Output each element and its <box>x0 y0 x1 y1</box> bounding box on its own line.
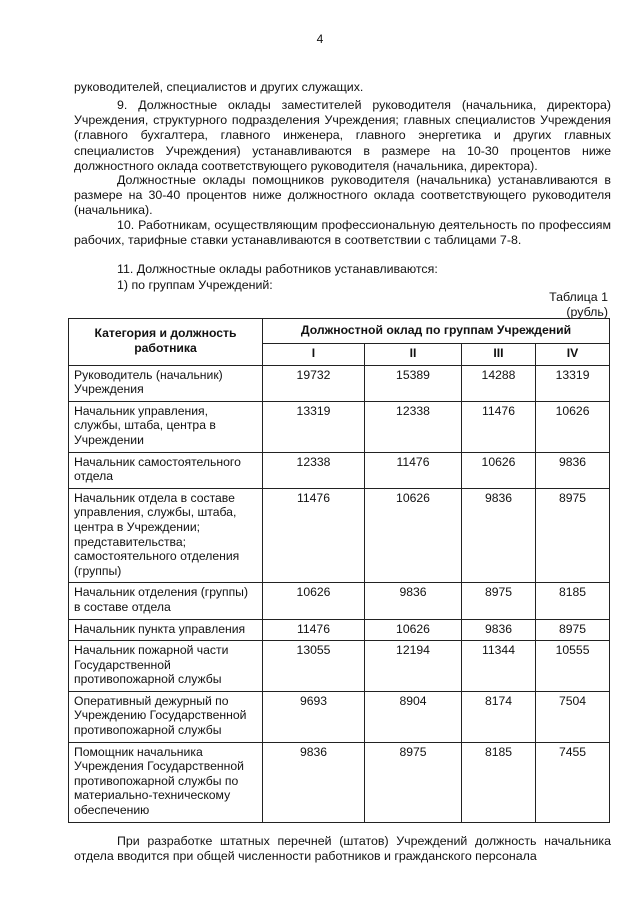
row-value: 15389 <box>365 365 462 401</box>
row-value: 11476 <box>462 401 536 452</box>
row-value: 13319 <box>536 365 610 401</box>
header-group-1: I <box>263 344 365 366</box>
row-value: 11476 <box>263 488 365 583</box>
table-row <box>69 641 610 692</box>
row-category: Начальник отделения (группы) в составе отдела <box>69 583 263 619</box>
row-value: 9836 <box>365 583 462 619</box>
row-category: Начальник пункта управления <box>69 619 263 641</box>
row-value: 14288 <box>462 365 536 401</box>
row-value: 8975 <box>536 488 610 583</box>
table-row <box>69 452 610 488</box>
row-value: 10626 <box>263 583 365 619</box>
row-value: 9836 <box>536 452 610 488</box>
row-value: 12194 <box>365 641 462 692</box>
row-value: 8975 <box>536 619 610 641</box>
table-row <box>69 619 610 641</box>
row-category: Начальник самостоятельного отдела <box>69 452 263 488</box>
paragraph-item-9: 9. Должностные оклады заместителей руководителя (начальника, директора) Учреждения, структурного подразделения Учреждения; главных специалистов Учреждения (главного бухгалтера, главного инженера, главного энергетика и других главных специалистов Учреждения) устанавливаются в размере на 10-30 процентов ниже должностного оклада соответствующего руководителя (начальника, директора). <box>74 98 611 173</box>
row-value: 12338 <box>263 452 365 488</box>
row-category: Руководитель (начальник) Учреждения <box>69 365 263 401</box>
table-unit: (рубль) <box>566 305 608 319</box>
row-value: 10626 <box>536 401 610 452</box>
paragraph-bottom: При разработке штатных перечней (штатов) Учреждений должность начальника отдела вводится при общей численности работников и гражданского персонала <box>74 834 611 864</box>
row-value: 13319 <box>263 401 365 452</box>
row-value: 8904 <box>365 691 462 742</box>
row-value: 8185 <box>536 583 610 619</box>
row-value: 9836 <box>462 619 536 641</box>
row-category: Начальник управления, службы, штаба, центра в Учреждении <box>69 401 263 452</box>
row-value: 13055 <box>263 641 365 692</box>
row-value: 8174 <box>462 691 536 742</box>
row-value: 7504 <box>536 691 610 742</box>
page-number: 4 <box>316 32 324 46</box>
paragraph-assistants: Должностные оклады помощников руководителя (начальника) устанавливаются в размере на 30-40 процентов ниже должностного оклада соответствующего руководителя (начальника). <box>74 173 611 218</box>
table-row <box>69 691 610 742</box>
row-value: 11476 <box>365 452 462 488</box>
row-category: Начальник отдела в составе управления, службы, штаба, центра в Учреждении; представительства; самостоятельного отделения (группы) <box>69 488 263 583</box>
paragraph-subitem-1: 1) по группам Учреждений: <box>117 278 273 292</box>
table-header-row <box>69 319 610 344</box>
row-category: Оперативный дежурный по Учреждению Государственной противопожарной службы <box>69 691 263 742</box>
row-value: 11476 <box>263 619 365 641</box>
table-row <box>69 742 610 822</box>
table-row <box>69 401 610 452</box>
header-category: Категория и должность работника <box>69 319 263 366</box>
row-value: 12338 <box>365 401 462 452</box>
paragraph-continuation: руководителей, специалистов и других служащих. <box>74 80 364 94</box>
row-value: 9836 <box>462 488 536 583</box>
row-category: Помощник начальника Учреждения Государственной противопожарной службы по материально-техническому обеспечению <box>69 742 263 822</box>
row-value: 10626 <box>462 452 536 488</box>
row-value: 8975 <box>462 583 536 619</box>
row-value: 11344 <box>462 641 536 692</box>
header-group-2: II <box>365 344 462 366</box>
paragraph-item-10: 10. Работникам, осуществляющим профессиональную деятельность по профессиям рабочих, тарифные ставки устанавливаются в соответствии с таблицами 7-8. <box>74 218 611 248</box>
salary-table <box>68 318 610 823</box>
header-group-3: III <box>462 344 536 366</box>
table-caption: Таблица 1 <box>549 290 608 304</box>
row-value: 8185 <box>462 742 536 822</box>
row-value: 19732 <box>263 365 365 401</box>
header-group-4: IV <box>536 344 610 366</box>
row-category: Начальник пожарной части Государственной противопожарной службы <box>69 641 263 692</box>
table-row <box>69 488 610 583</box>
row-value: 8975 <box>365 742 462 822</box>
row-value: 10626 <box>365 619 462 641</box>
table-row <box>69 583 610 619</box>
row-value: 10626 <box>365 488 462 583</box>
header-group: Должностной оклад по группам Учреждений <box>263 319 610 344</box>
row-value: 10555 <box>536 641 610 692</box>
row-value: 9836 <box>263 742 365 822</box>
row-value: 7455 <box>536 742 610 822</box>
paragraph-item-11: 11. Должностные оклады работников устанавливаются: <box>117 262 438 276</box>
table-row <box>69 365 610 401</box>
row-value: 9693 <box>263 691 365 742</box>
